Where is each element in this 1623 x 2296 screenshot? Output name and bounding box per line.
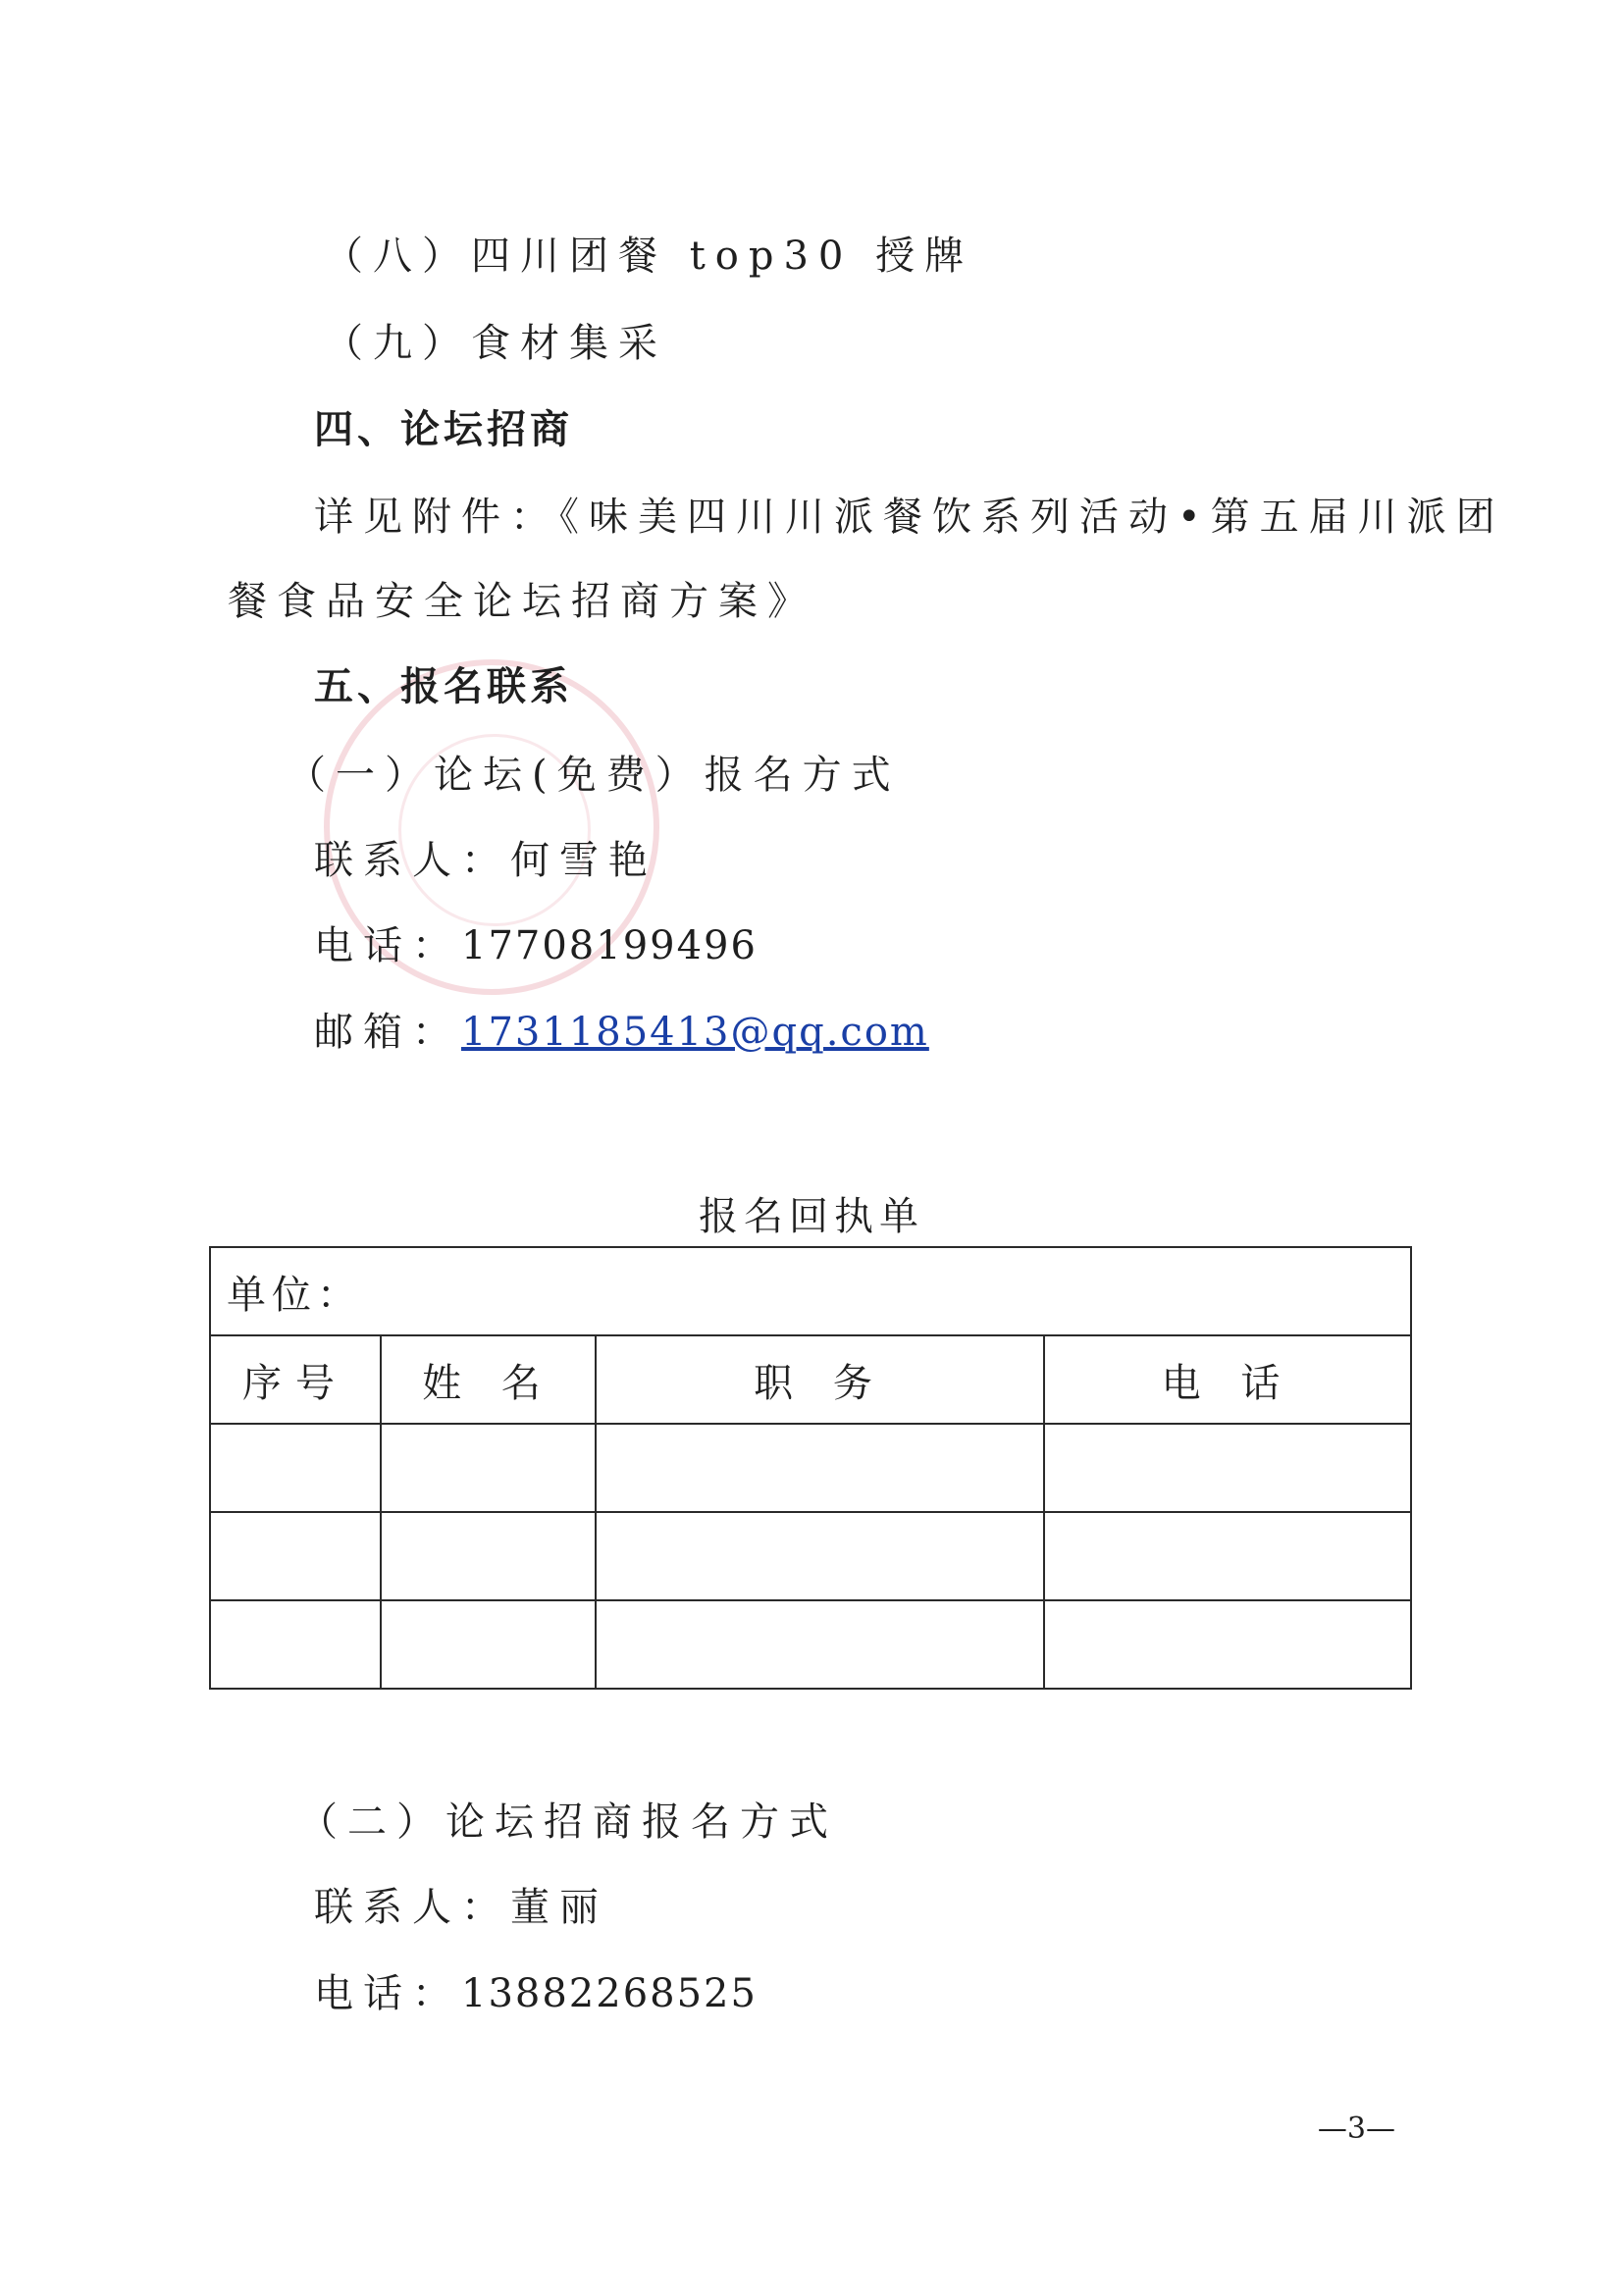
position-cell[interactable] (596, 1600, 1044, 1689)
phone-cell[interactable] (1044, 1512, 1411, 1600)
sub-section-1: （一）论坛(免费）报名方式 (287, 753, 901, 798)
name-cell[interactable] (381, 1512, 596, 1600)
item-8: （八）四川团餐 top30 授牌 (324, 234, 974, 279)
position-cell[interactable] (596, 1512, 1044, 1600)
contact-2-label: 联系人： (314, 1885, 510, 1930)
form-title: 报名回执单 (699, 1194, 924, 1239)
index-cell[interactable] (210, 1424, 381, 1512)
attachment-line-1: 详见附件：《味美四川川派餐饮系列活动•第五届川派团 (314, 495, 1505, 540)
email (314, 1010, 929, 1055)
col-header-index: 序号 (210, 1335, 381, 1424)
col-header-phone: 电 话 (1044, 1335, 1411, 1424)
col-header-position: 职 务 (596, 1335, 1044, 1424)
phone-2-value: 13882268525 (461, 1971, 758, 2016)
email-link[interactable]: 1731185413@qq.com (461, 1010, 929, 1055)
contact-1-label: 联系人： (314, 838, 510, 883)
table-row (210, 1512, 1411, 1600)
attachment-line-2: 餐食品安全论坛招商方案》 (228, 579, 816, 624)
name-cell[interactable] (381, 1600, 596, 1689)
sub-section-2: （二）论坛招商报名方式 (298, 1800, 838, 1845)
index-cell[interactable] (210, 1512, 381, 1600)
contact-1-name: 何雪艳 (510, 838, 657, 883)
position-cell[interactable] (596, 1424, 1044, 1512)
contact-1 (314, 838, 657, 883)
phone-1 (314, 923, 758, 968)
item-9: （九）食材集采 (324, 321, 667, 366)
name-cell[interactable] (381, 1424, 596, 1512)
col-header-name: 姓 名 (381, 1335, 596, 1424)
unit-row (210, 1247, 1411, 1335)
table-row (210, 1424, 1411, 1512)
heading-5: 五、报名联系 (314, 664, 573, 709)
phone-cell[interactable] (1044, 1424, 1411, 1512)
email-label: 邮箱： (314, 1010, 461, 1055)
registration-form-table (209, 1246, 1412, 1690)
phone-1-value: 17708199496 (461, 923, 758, 968)
contact-2-name: 董丽 (510, 1885, 608, 1930)
unit-cell[interactable]: 单位： (210, 1247, 1411, 1335)
page-number: —3— (1317, 2112, 1395, 2146)
phone-1-label: 电话： (314, 923, 461, 968)
index-cell[interactable] (210, 1600, 381, 1689)
table-row (210, 1600, 1411, 1689)
contact-2 (314, 1885, 608, 1930)
header-row (210, 1335, 1411, 1424)
heading-4: 四、论坛招商 (314, 407, 573, 452)
phone-2 (314, 1971, 758, 2016)
phone-cell[interactable] (1044, 1600, 1411, 1689)
phone-2-label: 电话： (314, 1971, 461, 2016)
